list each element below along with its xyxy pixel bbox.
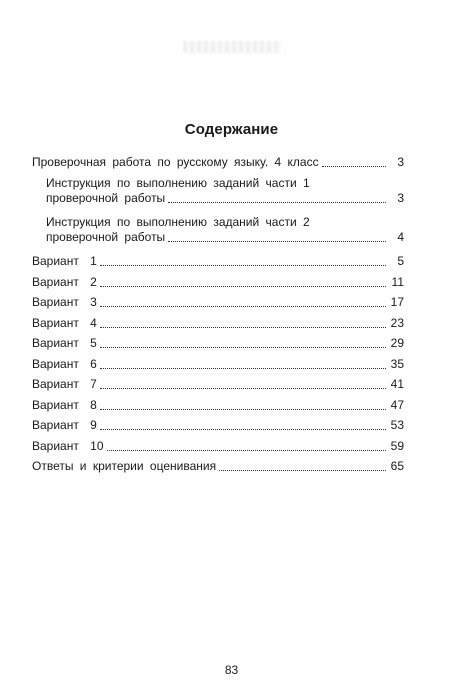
- toc-entry-variant-2[interactable]: [32, 275, 404, 290]
- toc-entry-answers[interactable]: [32, 459, 404, 474]
- dot-leader: [100, 388, 386, 389]
- toc-entry-line2: [46, 191, 404, 206]
- toc-entry-variant-6[interactable]: [32, 357, 404, 372]
- toc-entry-page: 17: [390, 295, 404, 309]
- toc-entry-label-line1: Инструкция по выполнению заданий части 2: [46, 215, 310, 229]
- dot-leader: [100, 286, 386, 287]
- dot-leader: [100, 327, 386, 328]
- toc-entry-instruction-1[interactable]: [32, 176, 404, 206]
- toc-entry-label-line2: проверочной работы: [46, 191, 166, 205]
- toc-entry-page: 53: [390, 418, 404, 432]
- toc-entry-label: Вариант 9: [32, 418, 97, 432]
- toc-entry-variant-1[interactable]: [32, 254, 404, 269]
- toc-entry-page: 3: [397, 155, 404, 169]
- dot-leader: [100, 265, 386, 266]
- toc-entry-variant-5[interactable]: [32, 336, 404, 351]
- toc-entry-page: 5: [397, 254, 404, 268]
- table-of-contents: [32, 155, 404, 480]
- toc-entry-variant-7[interactable]: [32, 377, 404, 392]
- dot-leader: [322, 166, 386, 167]
- dot-leader: [100, 368, 386, 369]
- toc-entry-variant-10[interactable]: [32, 439, 404, 454]
- toc-entry-label: Вариант 4: [32, 315, 97, 330]
- toc-entry-page: 11: [391, 274, 404, 289]
- toc-entry-label-line2: проверочной работы: [46, 230, 166, 244]
- dot-leader: [100, 409, 386, 410]
- dot-leader: [168, 202, 386, 203]
- toc-entry-label: Вариант 7: [32, 377, 97, 391]
- toc-entry-variant-4[interactable]: [32, 316, 404, 331]
- toc-entry-page: 41: [390, 377, 404, 391]
- page-number: 83: [224, 663, 239, 677]
- dot-leader: [168, 241, 386, 242]
- dot-leader: [107, 450, 386, 451]
- toc-entry-page: 59: [390, 438, 404, 453]
- dot-leader: [100, 306, 386, 307]
- toc-entry-label: Вариант 10: [32, 438, 104, 453]
- toc-entry-label: Проверочная работа по русскому языку. 4 класс: [32, 155, 319, 169]
- dot-leader: [100, 347, 386, 348]
- faint-stamp-mark: [183, 41, 281, 53]
- toc-entry-instruction-2[interactable]: [32, 215, 404, 245]
- toc-entry-page: 3: [397, 191, 404, 205]
- toc-entry-line2: [46, 230, 404, 245]
- toc-entry-label: Вариант 3: [32, 295, 97, 309]
- toc-entry-page: 35: [390, 356, 404, 371]
- toc-entry-label: Вариант 8: [32, 397, 97, 412]
- dot-leader: [219, 470, 386, 471]
- toc-entry-label: Вариант 6: [32, 356, 97, 371]
- toc-entry-label: Вариант 2: [32, 274, 97, 289]
- toc-entry-label: Вариант 1: [32, 254, 97, 268]
- toc-entry-page: 23: [390, 315, 404, 330]
- toc-entry-page: 29: [390, 336, 404, 350]
- toc-entry-label: Вариант 5: [32, 336, 97, 350]
- toc-entry-label: Ответы и критерии оценивания: [32, 459, 217, 473]
- toc-entry-variant-9[interactable]: [32, 418, 404, 433]
- page-title: Содержание: [184, 121, 279, 138]
- toc-entry-label-line1: Инструкция по выполнению заданий части 1: [46, 176, 310, 190]
- toc-entry-main[interactable]: [32, 155, 404, 170]
- toc-entry-page: 4: [397, 230, 404, 244]
- toc-entry-page: 65: [390, 459, 404, 473]
- toc-entry-variant-3[interactable]: [32, 295, 404, 310]
- dot-leader: [100, 429, 386, 430]
- toc-entry-page: 47: [390, 397, 404, 412]
- toc-entry-variant-8[interactable]: [32, 398, 404, 413]
